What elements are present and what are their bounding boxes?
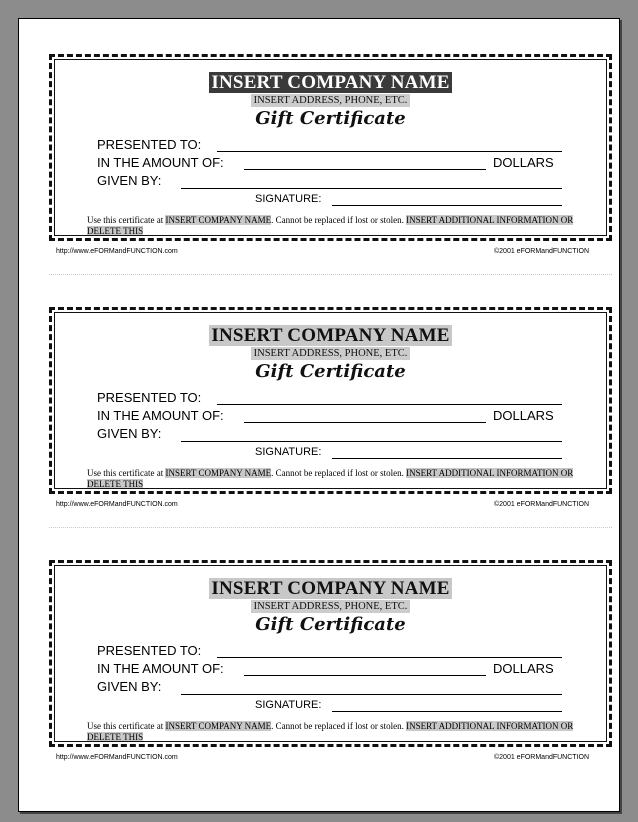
footer-copyright: ©2001 eFORMandFUNCTION xyxy=(494,754,590,761)
signature-line[interactable] xyxy=(332,711,562,712)
given-by-line[interactable] xyxy=(181,441,562,442)
certificate-title: Gift Certificate xyxy=(255,361,406,382)
signature-line[interactable] xyxy=(332,458,562,459)
given-by-line[interactable] xyxy=(181,694,562,695)
footer-url: http://www.eFORMandFUNCTION.com xyxy=(56,754,178,761)
gift-certificate-2 xyxy=(49,307,612,494)
dollars-label: DOLLARS xyxy=(493,408,554,423)
presented-to-line[interactable] xyxy=(217,404,562,405)
footer-url: http://www.eFORMandFUNCTION.com xyxy=(56,248,178,255)
gift-certificate-3 xyxy=(49,560,612,747)
footer-copyright: ©2001 eFORMandFUNCTION xyxy=(494,501,590,508)
presented-to-label: PRESENTED TO: xyxy=(97,643,202,658)
given-by-label: GIVEN BY: xyxy=(97,173,162,188)
fine-print-additional-info[interactable]: INSERT ADDITIONAL INFORMATION OR DELETE THIS xyxy=(87,468,574,489)
amount-line[interactable] xyxy=(244,422,486,423)
fine-print: Use this certificate at INSERT COMPANY NAME. Cannot be replaced if lost or stolen. INSERT ADDITIONAL INFORMATION OR DELETE THIS xyxy=(87,468,574,489)
signature-label: SIGNATURE: xyxy=(255,193,322,205)
dollars-label: DOLLARS xyxy=(493,661,554,676)
company-name[interactable]: INSERT COMPANY NAME xyxy=(211,578,450,599)
amount-label: IN THE AMOUNT OF: xyxy=(97,661,224,676)
signature-label: SIGNATURE: xyxy=(255,446,322,458)
given-by-line[interactable] xyxy=(181,188,562,189)
fine-print-additional-info[interactable]: INSERT ADDITIONAL INFORMATION OR DELETE THIS xyxy=(87,721,574,742)
cut-line xyxy=(49,527,612,528)
dollars-label: DOLLARS xyxy=(493,155,554,170)
company-address[interactable]: INSERT ADDRESS, PHONE, ETC. xyxy=(251,347,411,360)
amount-label: IN THE AMOUNT OF: xyxy=(97,155,224,170)
amount-line[interactable] xyxy=(244,675,486,676)
amount-line[interactable] xyxy=(244,169,486,170)
presented-to-label: PRESENTED TO: xyxy=(97,137,202,152)
fine-print: Use this certificate at INSERT COMPANY NAME. Cannot be replaced if lost or stolen. INSERT ADDITIONAL INFORMATION OR DELETE THIS xyxy=(87,215,574,236)
company-name[interactable]: INSERT COMPANY NAME xyxy=(211,72,450,93)
certificate-title: Gift Certificate xyxy=(255,108,406,129)
amount-label: IN THE AMOUNT OF: xyxy=(97,408,224,423)
fine-print-company[interactable]: INSERT COMPANY NAME xyxy=(165,215,272,225)
gift-certificate-1 xyxy=(49,54,612,241)
company-address[interactable]: INSERT ADDRESS, PHONE, ETC. xyxy=(251,600,411,613)
fine-print-company[interactable]: INSERT COMPANY NAME xyxy=(165,721,272,731)
presented-to-label: PRESENTED TO: xyxy=(97,390,202,405)
fine-print-additional-info[interactable]: INSERT ADDITIONAL INFORMATION OR DELETE THIS xyxy=(87,215,574,236)
fine-print: Use this certificate at INSERT COMPANY NAME. Cannot be replaced if lost or stolen. INSERT ADDITIONAL INFORMATION OR DELETE THIS xyxy=(87,721,574,742)
company-name[interactable]: INSERT COMPANY NAME xyxy=(211,325,450,346)
signature-label: SIGNATURE: xyxy=(255,699,322,711)
fine-print-company[interactable]: INSERT COMPANY NAME xyxy=(165,468,272,478)
presented-to-line[interactable] xyxy=(217,151,562,152)
certificate-title: Gift Certificate xyxy=(255,614,406,635)
presented-to-line[interactable] xyxy=(217,657,562,658)
signature-line[interactable] xyxy=(332,205,562,206)
given-by-label: GIVEN BY: xyxy=(97,426,162,441)
cut-line xyxy=(49,274,612,275)
footer-url: http://www.eFORMandFUNCTION.com xyxy=(56,501,178,508)
company-address[interactable]: INSERT ADDRESS, PHONE, ETC. xyxy=(251,94,411,107)
given-by-label: GIVEN BY: xyxy=(97,679,162,694)
document-page xyxy=(18,18,620,812)
footer-copyright: ©2001 eFORMandFUNCTION xyxy=(494,248,590,255)
